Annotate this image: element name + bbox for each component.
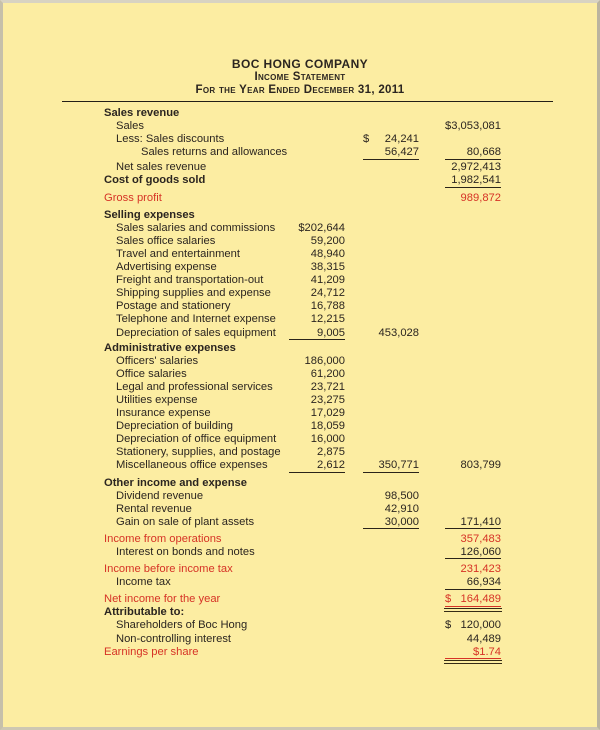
- currency-symbol: $: [445, 619, 452, 632]
- row-label: Stationery, supplies, and postage: [116, 446, 281, 459]
- statement-row: [63, 313, 560, 326]
- amount-c1: 2,612: [289, 459, 345, 472]
- amount-c2: 98,500: [384, 489, 419, 502]
- row-label: Sales office salaries: [116, 234, 216, 247]
- statement-row: [63, 261, 560, 274]
- row-label: Cost of goods sold: [104, 174, 206, 187]
- row-label: Office salaries: [116, 367, 187, 380]
- row-label: Gain on sale of plant assets: [116, 515, 255, 528]
- document-title: Income Statement: [254, 71, 346, 83]
- row-label: Utilities expense: [116, 393, 198, 406]
- statement-row: [63, 368, 560, 381]
- statement-row: [63, 646, 560, 659]
- statement-row: [63, 107, 560, 120]
- amount-c3: 357,483: [460, 532, 501, 545]
- row-label: Sales: [116, 120, 144, 133]
- row-label: Miscellaneous office expenses: [116, 459, 268, 472]
- row-label: Insurance expense: [116, 407, 211, 420]
- statement-row: [63, 209, 560, 222]
- statement-row: [63, 606, 560, 619]
- amount-c1: 24,712: [310, 287, 345, 300]
- amount-c2: 42,910: [384, 502, 419, 515]
- amount-c3: 803,799: [460, 459, 501, 472]
- amount-c1: 9,005: [289, 327, 345, 340]
- row-label: Attributable to:: [104, 606, 185, 619]
- row-label: Depreciation of office equipment: [116, 433, 277, 446]
- row-label: Gross profit: [104, 191, 162, 204]
- statement-row: [63, 342, 560, 355]
- statement-row: [63, 394, 560, 407]
- row-label: Sales salaries and commissions: [116, 221, 276, 234]
- statement-row: [63, 381, 560, 394]
- statement-row: [63, 146, 560, 159]
- statement-row: [63, 300, 560, 313]
- reporting-period: For the Year Ended December 31, 2011: [195, 84, 405, 96]
- amount-c1: 2,875: [317, 446, 345, 459]
- statement-row: [63, 407, 560, 420]
- statement-row: [63, 546, 560, 559]
- amount-c1: 38,315: [310, 261, 345, 274]
- statement-row: [63, 477, 560, 490]
- amount-c2: 350,771: [363, 459, 419, 472]
- row-label: Depreciation of building: [116, 420, 233, 433]
- statement-row: [63, 327, 560, 340]
- amount-c3: 231,423: [460, 563, 501, 576]
- row-label: Sales returns and allowances: [141, 146, 288, 159]
- statement-row: [63, 120, 560, 133]
- statement-row: [63, 433, 560, 446]
- row-label: Income tax: [116, 576, 171, 589]
- statement-row: [63, 420, 560, 433]
- header-rule: [62, 101, 553, 102]
- statement-header: [3, 58, 597, 97]
- statement-row: [63, 576, 560, 589]
- statement-row: [63, 459, 560, 472]
- amount-c2: [363, 133, 419, 145]
- statement-row: [63, 563, 560, 576]
- amount-c1: 16,000: [310, 433, 345, 446]
- row-label: Telephone and Internet expense: [116, 313, 276, 326]
- statement-row: [63, 533, 560, 546]
- row-label: Travel and entertainment: [116, 247, 240, 260]
- amount-c3: $1.74: [445, 646, 501, 659]
- amount-c1: 59,200: [310, 234, 345, 247]
- amount-c1: 18,059: [310, 420, 345, 433]
- statement-row: [63, 174, 560, 187]
- statement-row: [63, 161, 560, 174]
- amount-c3: [445, 593, 501, 606]
- amount-c3: 2,972,413: [451, 161, 501, 174]
- statement-row: [63, 274, 560, 287]
- statement-row: [63, 503, 560, 516]
- amount-c3: [445, 619, 501, 631]
- row-label: Shipping supplies and expense: [116, 287, 271, 300]
- amount-c1: 16,788: [310, 300, 345, 313]
- amount-c1: 48,940: [310, 247, 345, 260]
- amount-c2: 56,427: [363, 146, 419, 159]
- statement-row: [63, 355, 560, 368]
- statement-row: [63, 248, 560, 261]
- amount-c3: 989,872: [460, 191, 501, 204]
- statement-row: [63, 593, 560, 606]
- statement-row: [63, 192, 560, 205]
- statement-row: [63, 287, 560, 300]
- statement-row: [63, 633, 560, 646]
- amount-c1: 41,209: [310, 274, 345, 287]
- amount-c1: 23,275: [310, 393, 345, 406]
- amount-c3: 80,668: [445, 146, 501, 159]
- row-label: Postage and stationery: [116, 300, 231, 313]
- amount-c3: 171,410: [445, 516, 501, 529]
- statement-row: [63, 619, 560, 632]
- row-label: Dividend revenue: [116, 489, 204, 502]
- row-label: Earnings per share: [104, 645, 199, 658]
- row-label: Freight and transportation-out: [116, 274, 264, 287]
- row-label: Depreciation of sales equipment: [116, 326, 276, 339]
- amount-c1: 186,000: [304, 354, 345, 367]
- amount-c1: 23,721: [310, 380, 345, 393]
- row-label: Net sales revenue: [116, 161, 207, 174]
- row-label: Rental revenue: [116, 502, 192, 515]
- amount-c2: 30,000: [363, 516, 419, 529]
- amount-c3: 44,489: [466, 632, 501, 645]
- statement-row: [63, 222, 560, 235]
- currency-symbol: $: [363, 133, 370, 146]
- amount-c3: 66,934: [445, 576, 501, 589]
- statement-row: [63, 133, 560, 146]
- statement-row: [63, 446, 560, 459]
- currency-symbol: $: [445, 593, 452, 606]
- row-label: Income before income tax: [104, 563, 233, 576]
- amount-c2: 453,028: [378, 326, 419, 339]
- amount-c1: 12,215: [310, 313, 345, 326]
- amount-value: 164,489: [460, 593, 501, 606]
- row-label: Administrative expenses: [104, 341, 236, 354]
- row-label: Sales revenue: [104, 107, 180, 119]
- row-label: Non-controlling interest: [116, 632, 232, 645]
- row-label: Income from operations: [104, 532, 222, 545]
- row-label: Other income and expense: [104, 476, 247, 489]
- row-label: Interest on bonds and notes: [116, 546, 255, 558]
- amount-c3: 126,060: [445, 546, 501, 559]
- amount-c1: 17,029: [310, 407, 345, 420]
- amount-value: 120,000: [460, 619, 501, 632]
- statement-row: [63, 490, 560, 503]
- row-label: Shareholders of Boc Hong: [116, 619, 248, 632]
- amount-c3: $3,053,081: [445, 120, 501, 133]
- row-label: Officers' salaries: [116, 354, 199, 367]
- row-label: Selling expenses: [104, 208, 195, 221]
- statement-row: [63, 235, 560, 248]
- company-name: BOC HONG COMPANY: [231, 57, 369, 71]
- amount-c1: $202,644: [298, 221, 345, 234]
- amount-c1: 61,200: [310, 367, 345, 380]
- statement-row: [63, 516, 560, 529]
- row-label: Less: Sales discounts: [116, 133, 225, 146]
- row-label: Net income for the year: [104, 593, 221, 606]
- amount-c3: 1,982,541: [445, 174, 501, 187]
- row-label: Advertising expense: [116, 261, 217, 274]
- row-label: Legal and professional services: [116, 380, 273, 393]
- amount-value: 24,241: [384, 133, 419, 146]
- statement-rows: [63, 107, 560, 659]
